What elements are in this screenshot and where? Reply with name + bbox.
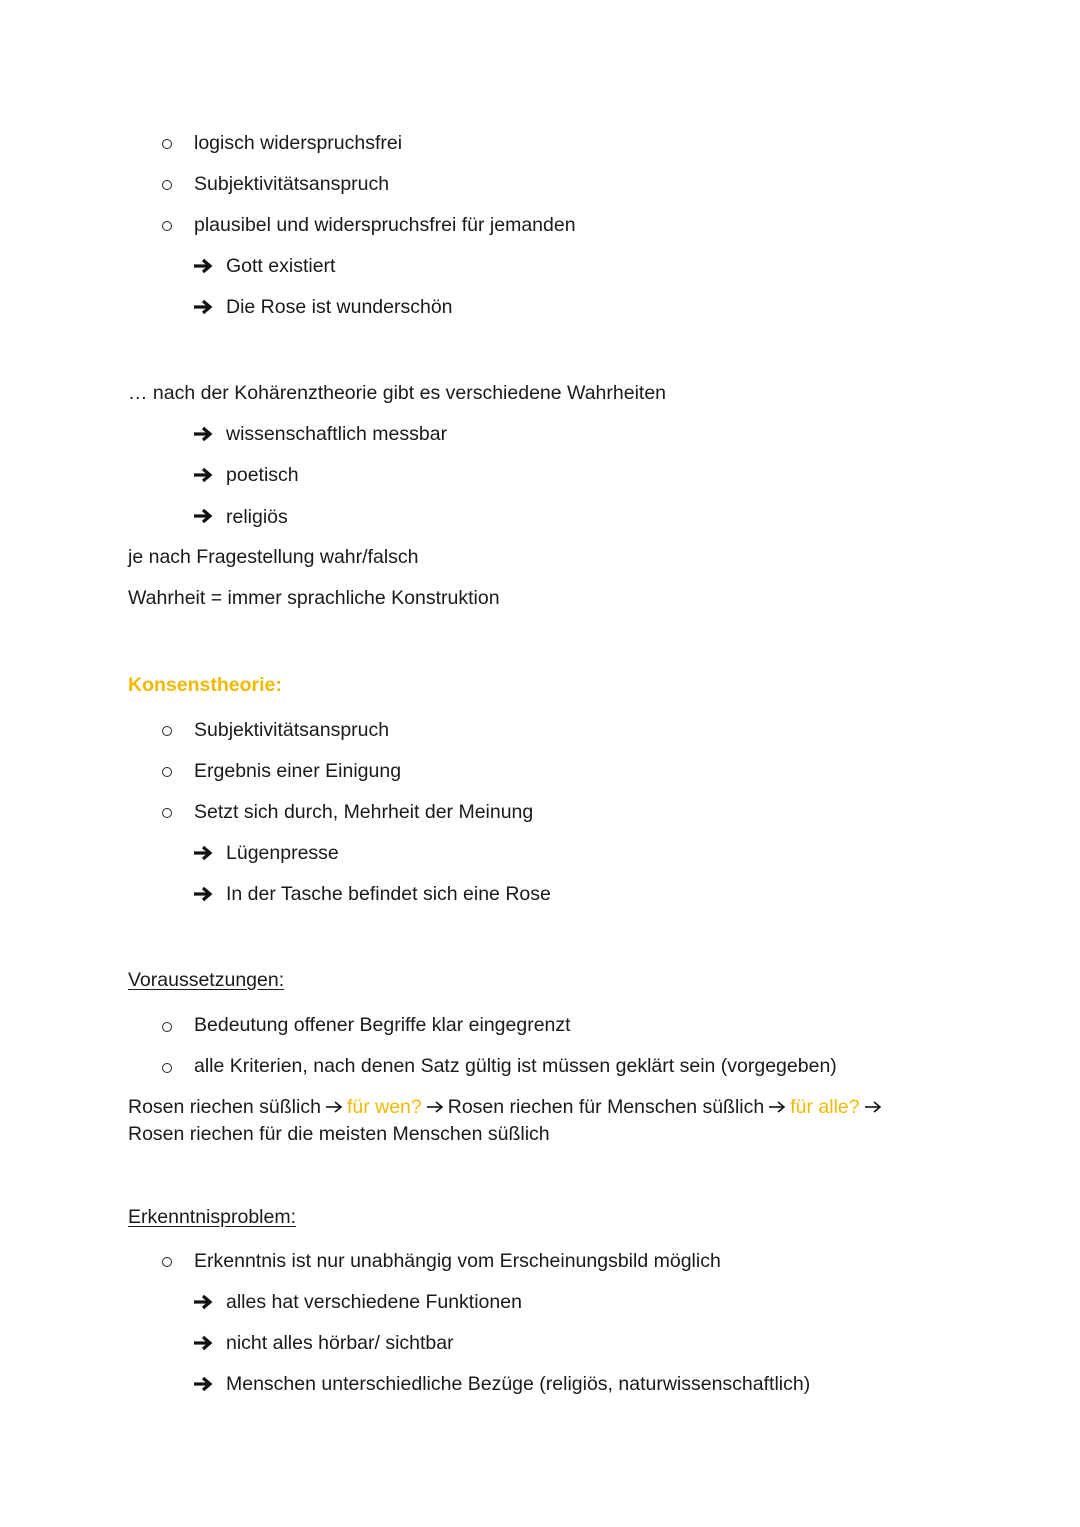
list-item: Ergebnis einer Einigung <box>194 760 402 782</box>
chain-statement: Rosen riechen für Menschen süßlich <box>447 1096 765 1118</box>
list-item: Subjektivitätsanspruch <box>194 719 390 741</box>
bullet-icon <box>162 1022 172 1032</box>
list-item: Bedeutung offener Begriffe klar eingegrenzt <box>194 1014 571 1036</box>
right-arrow-icon <box>193 258 215 274</box>
right-arrow-icon <box>193 467 215 483</box>
list-item: alle Kriterien, nach denen Satz gültig ist müssen geklärt sein (vorgegeben) <box>194 1055 837 1077</box>
right-arrow-icon <box>193 1376 215 1392</box>
chain-statement: Rosen riechen für die meisten Menschen süßlich <box>128 1123 550 1145</box>
arrow-item: Die Rose ist wunderschön <box>226 296 453 318</box>
list-item: Setzt sich durch, Mehrheit der Meinung <box>194 801 534 823</box>
section-heading: Konsenstheorie: <box>128 674 282 696</box>
right-arrow-icon <box>193 299 215 315</box>
arrow-item: In der Tasche befindet sich eine Rose <box>226 883 551 905</box>
paragraph: … nach der Kohärenztheorie gibt es verschiedene Wahrheiten <box>128 382 667 404</box>
right-arrow-icon <box>193 508 215 524</box>
arrow-item: alles hat verschiedene Funktionen <box>226 1291 522 1313</box>
bullet-icon <box>162 139 172 149</box>
right-arrow-icon <box>193 1294 215 1310</box>
paragraph: je nach Fragestellung wahr/falsch <box>128 546 419 568</box>
right-arrow-icon <box>193 1335 215 1351</box>
list-item: logisch widerspruchsfrei <box>194 132 403 154</box>
arrow-item: wissenschaftlich messbar <box>226 423 448 445</box>
arrow-item: Lügenpresse <box>226 842 339 864</box>
right-arrow-icon <box>325 1100 343 1114</box>
bullet-icon <box>162 1257 172 1267</box>
list-item: Erkenntnis ist nur unabhängig vom Erscheinungsbild möglich <box>194 1250 721 1272</box>
paragraph: Wahrheit = immer sprachliche Konstruktion <box>128 587 500 609</box>
bullet-icon <box>162 1063 172 1073</box>
list-item: plausibel und widerspruchsfrei für jemanden <box>194 214 576 236</box>
chain-question: für alle? <box>790 1096 860 1118</box>
list-item: Subjektivitätsanspruch <box>194 173 390 195</box>
bullet-icon <box>162 808 172 818</box>
chain-statement: Rosen riechen süßlich <box>128 1096 321 1118</box>
bullet-icon <box>162 726 172 736</box>
right-arrow-icon <box>768 1100 786 1114</box>
arrow-item: nicht alles hörbar/ sichtbar <box>226 1332 454 1354</box>
right-arrow-icon <box>193 886 215 902</box>
example-chain <box>128 1095 886 1119</box>
bullet-icon <box>162 180 172 190</box>
right-arrow-icon <box>864 1100 882 1114</box>
right-arrow-icon <box>426 1100 444 1114</box>
bullet-icon <box>162 767 172 777</box>
arrow-item: Gott existiert <box>226 255 336 277</box>
arrow-item: Menschen unterschiedliche Bezüge (religiös, naturwissenschaftlich) <box>226 1373 811 1395</box>
bullet-icon <box>162 221 172 231</box>
section-heading: Voraussetzungen: <box>128 969 285 991</box>
section-heading: Erkenntnisproblem: <box>128 1206 296 1228</box>
right-arrow-icon <box>193 845 215 861</box>
arrow-item: religiös <box>226 506 288 528</box>
chain-question: für wen? <box>346 1096 422 1118</box>
right-arrow-icon <box>193 426 215 442</box>
arrow-item: poetisch <box>226 464 299 486</box>
